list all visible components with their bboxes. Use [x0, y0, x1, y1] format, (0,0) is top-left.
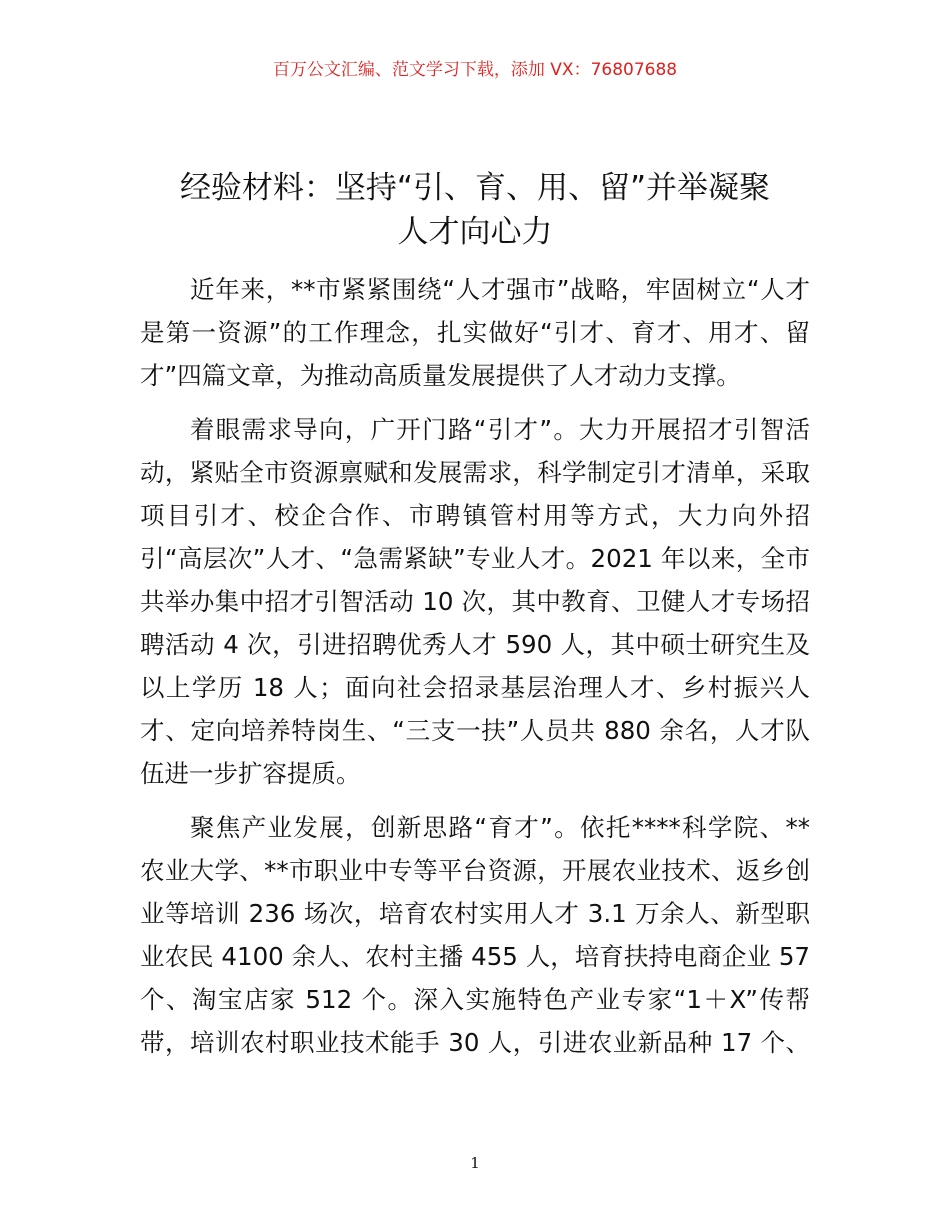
paragraph-3-line: 带，培训农村职业技术能手 30 人，引进农业新品种 17 个、	[140, 1028, 810, 1057]
paragraph-2-line: 以上学历 18 人；面向社会招录基层治理人才、乡村振兴人	[140, 673, 810, 702]
paragraph-3-line: 业等培训 236 场次，培育农村实用人才 3.1 万余人、新型职	[140, 899, 810, 928]
paragraph-3-line: 聚焦产业发展，创新思路“育才”。依托****科学院、**	[190, 813, 810, 842]
paragraph-2-line: 着眼需求导向，广开门路“引才”。大力开展招才引智活	[190, 415, 810, 444]
page-number: 1	[470, 1154, 480, 1172]
paragraph-1-line: 是第一资源”的工作理念，扎实做好“引才、育才、用才、留	[140, 318, 810, 347]
paragraph-3-line: 农业大学、**市职业中专等平台资源，开展农业技术、返乡创	[140, 856, 810, 885]
paragraph-2-line: 项目引才、校企合作、市聘镇管村用等方式，大力向外招	[140, 501, 810, 530]
paragraph-2-line: 引“高层次”人才、“急需紧缺”专业人才。2021 年以来，全市	[140, 544, 810, 573]
paragraph-2-line: 才、定向培养特岗生、“三支一扶”人员共 880 余名，人才队	[140, 716, 810, 745]
document-title-line-1: 经验材料：坚持“引、育、用、留”并举凝聚	[179, 170, 771, 206]
paragraph-1-line: 才”四篇文章，为推动高质量发展提供了人才动力支撑。	[140, 361, 741, 390]
paragraph-2-line: 伍进一步扩容提质。	[140, 759, 361, 788]
paragraph-3-line: 业农民 4100 余人、农村主播 455 人，培育扶持电商企业 57	[140, 942, 810, 971]
paragraph-2-line: 动，紧贴全市资源禀赋和发展需求，科学制定引才清单，采取	[140, 458, 810, 487]
paragraph-2-line: 共举办集中招才引智活动 10 次，其中教育、卫健人才专场招	[140, 587, 810, 616]
paragraph-3-line: 个、淘宝店家 512 个。深入实施特色产业专家“1＋X”传帮	[140, 985, 810, 1014]
paragraph-2-line: 聘活动 4 次，引进招聘优秀人才 590 人，其中硕士研究生及	[140, 630, 810, 659]
paragraph-1-line: 近年来，**市紧紧围绕“人才强市”战略，牢固树立“人才	[190, 275, 810, 304]
document-title-line-2: 人才向心力	[397, 214, 553, 250]
watermark-banner: 百万公文汇编、范文学习下载，添加 VX：76807688	[272, 60, 678, 80]
